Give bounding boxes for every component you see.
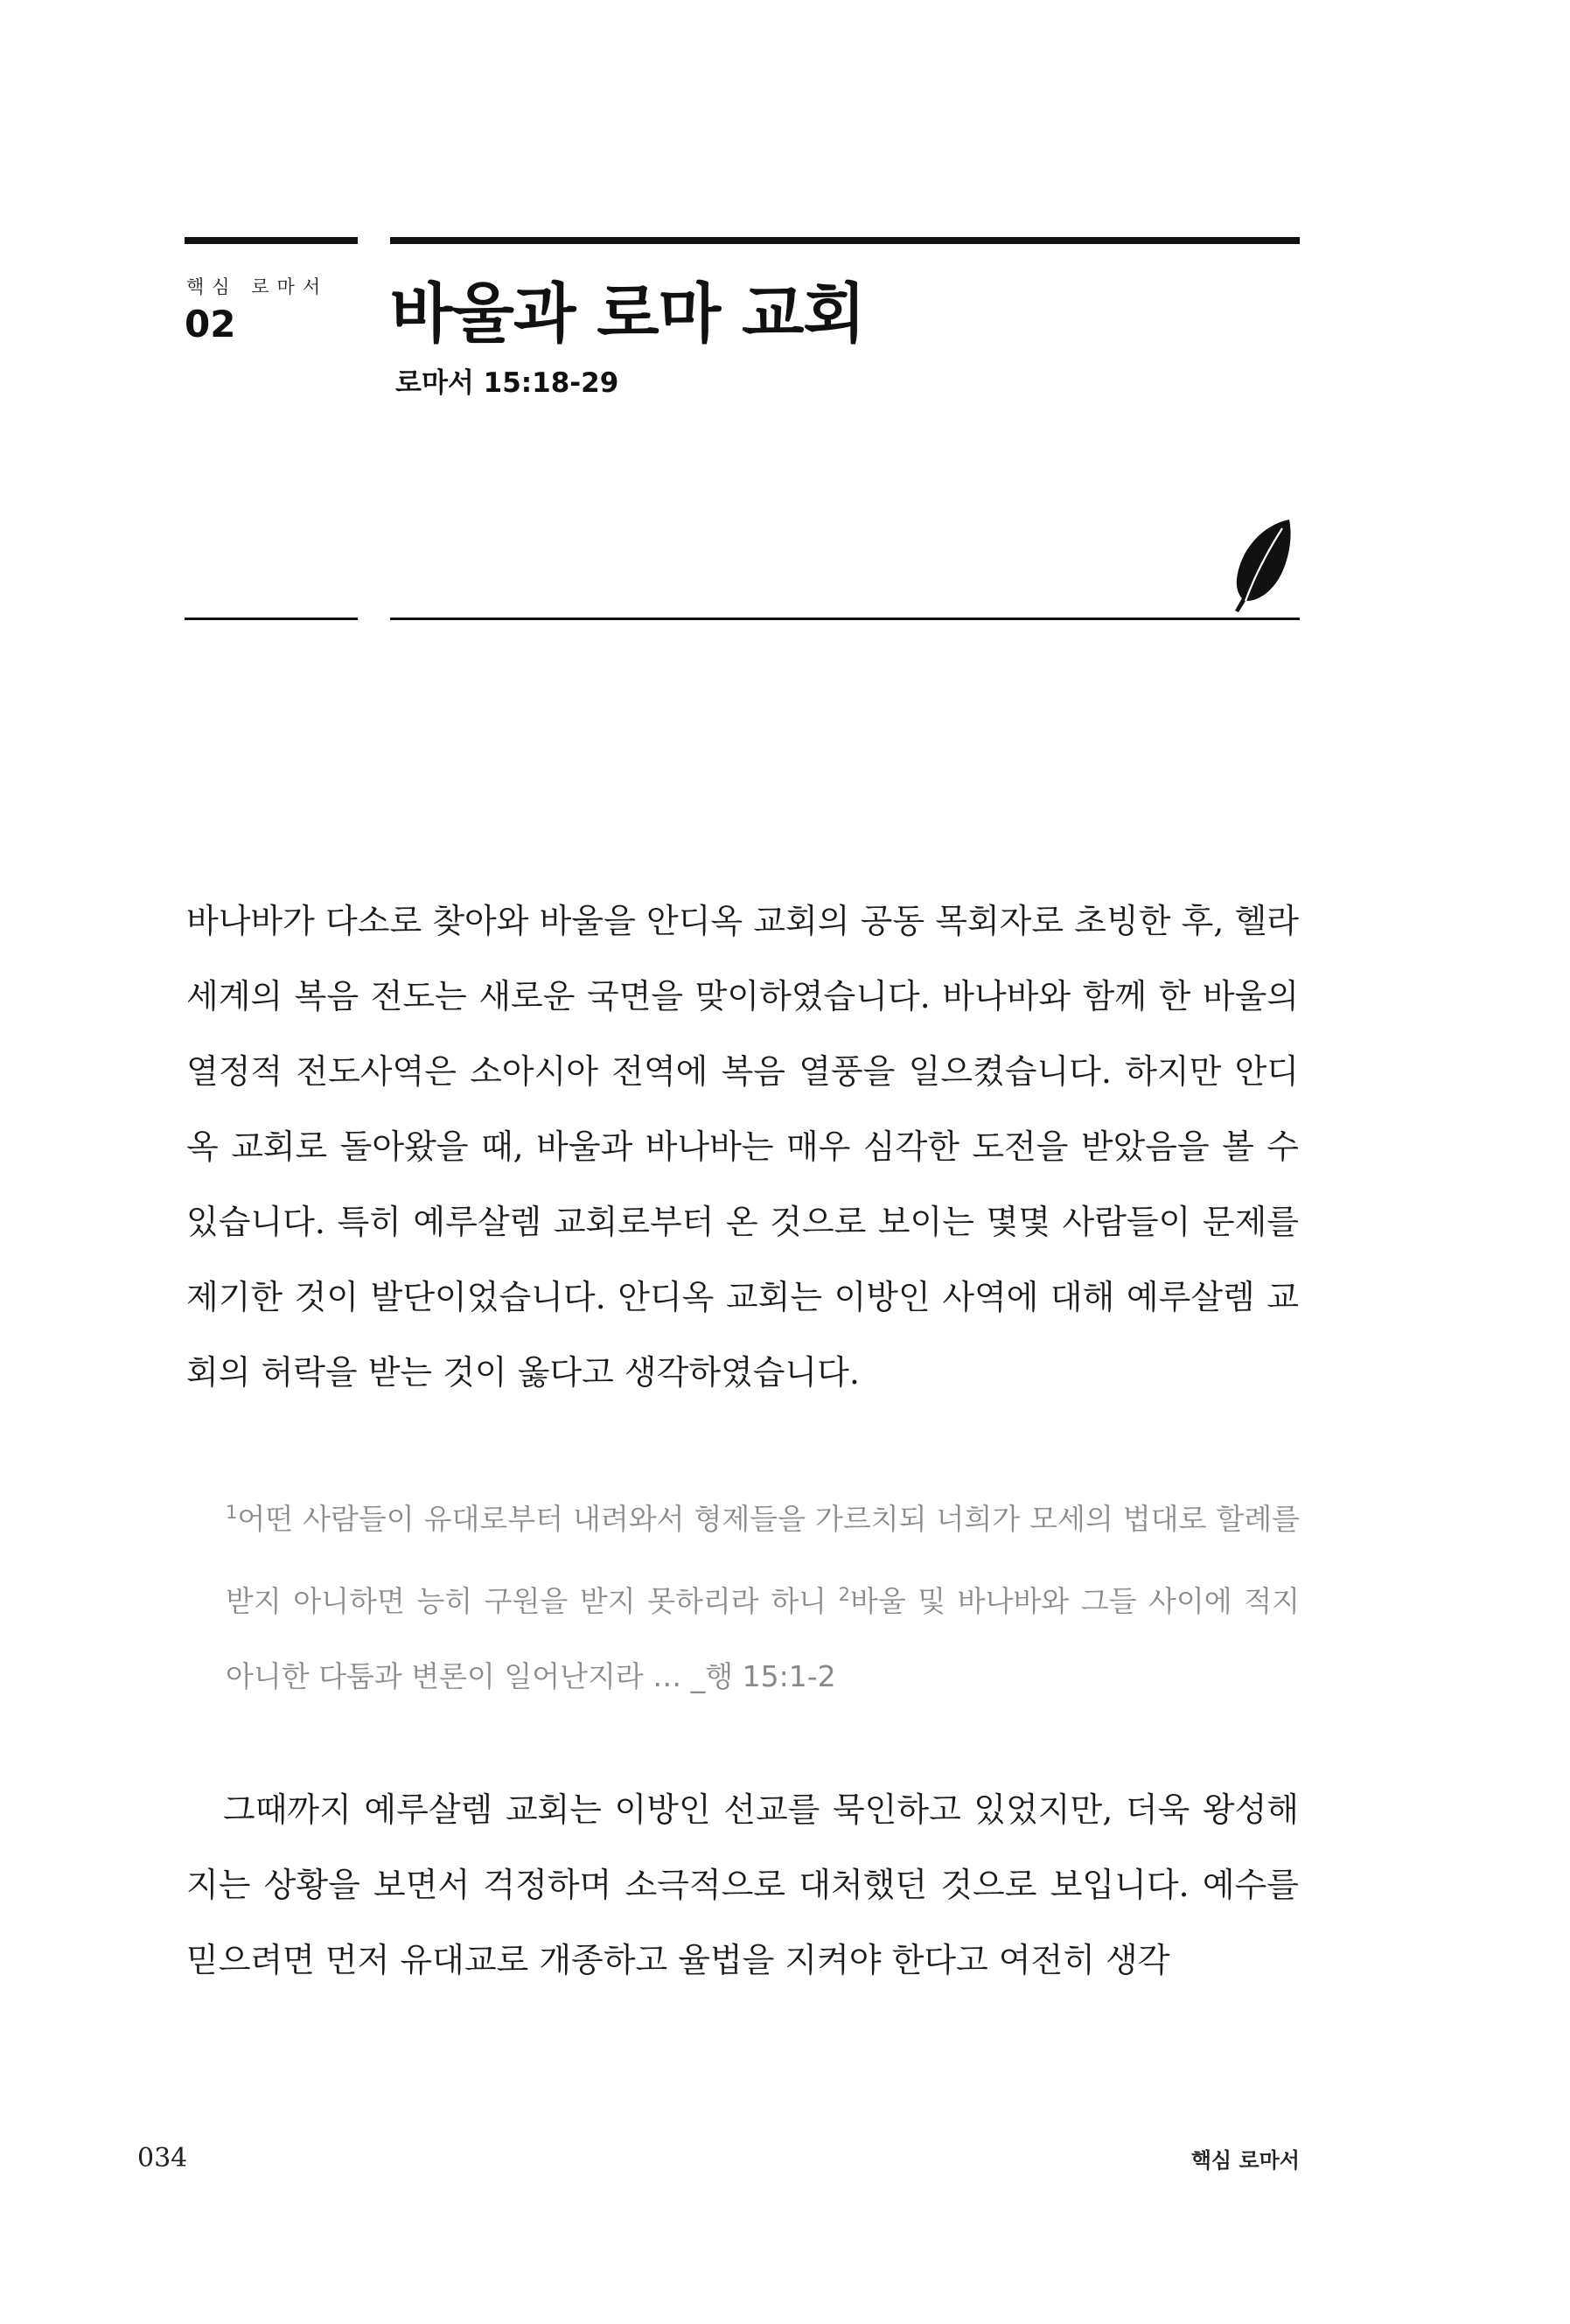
chapter-tag: 핵심 로마서 bbox=[186, 276, 329, 297]
feather-icon bbox=[1228, 518, 1296, 614]
bottom-rule-long bbox=[390, 618, 1300, 620]
bottom-rule-short bbox=[185, 618, 358, 620]
verse-2-text: 바울 및 바나바와 그들 사이에 적지 아니한 다툼과 변론이 일어난지라 … _행 15:1-2 bbox=[226, 1584, 1300, 1693]
top-rule-short bbox=[185, 237, 358, 244]
page-title: 바울과 로마 교회 bbox=[390, 276, 865, 352]
page-number: 034 bbox=[137, 2143, 188, 2174]
top-rule-long bbox=[390, 237, 1300, 244]
running-head: 핵심 로마서 bbox=[1190, 2148, 1300, 2173]
verse-1-text: 어떤 사람들이 유대로부터 내려와서 형제들을 가르치되 너희가 모세의 법대로 할례를 받지 아니하면 능히 구원을 받지 못하리라 하니 bbox=[226, 1502, 1300, 1618]
verse-number-1: 1 bbox=[226, 1502, 238, 1523]
scripture-quote bbox=[226, 1475, 1300, 1714]
body-paragraph-1: 바나바가 다소로 찾아와 바울을 안디옥 교회의 공동 목회자로 초빙한 후, 헬라 세계의 복음 전도는 새로운 국면을 맞이하였습니다. 바나바와 함께 한 바울의 열정적 전도사역은 소아시아 전역에 복음 열풍을 일으켰습니다. 하지만 안디옥 교회로 돌아왔을 때, 바울과 바나바는 매우 심각한 도전을 받았음을 볼 수 있습니다. 특히 예루살렘 교회로부터 온 것으로 보이는 몇몇 사람들이 문제를 제기한 것이 발단이었습니다. 안디옥 교회는 이방인 사역에 대해 예루살렘 교회의 허락을 받는 것이 옳다고 생각하였습니다. bbox=[186, 902, 1299, 1392]
page-subtitle: 로마서 15:18-29 bbox=[395, 367, 619, 399]
verse-number-2: 2 bbox=[838, 1584, 850, 1605]
body-paragraph-2: 그때까지 예루살렘 교회는 이방인 선교를 묵인하고 있었지만, 더욱 왕성해지는 상황을 보면서 걱정하며 소극적으로 대처했던 것으로 보입니다. 예수를 믿으려면 먼저 유대교로 개종하고 율법을 지켜야 한다고 여전히 생각 bbox=[186, 1790, 1299, 1979]
chapter-number: 02 bbox=[185, 303, 236, 345]
